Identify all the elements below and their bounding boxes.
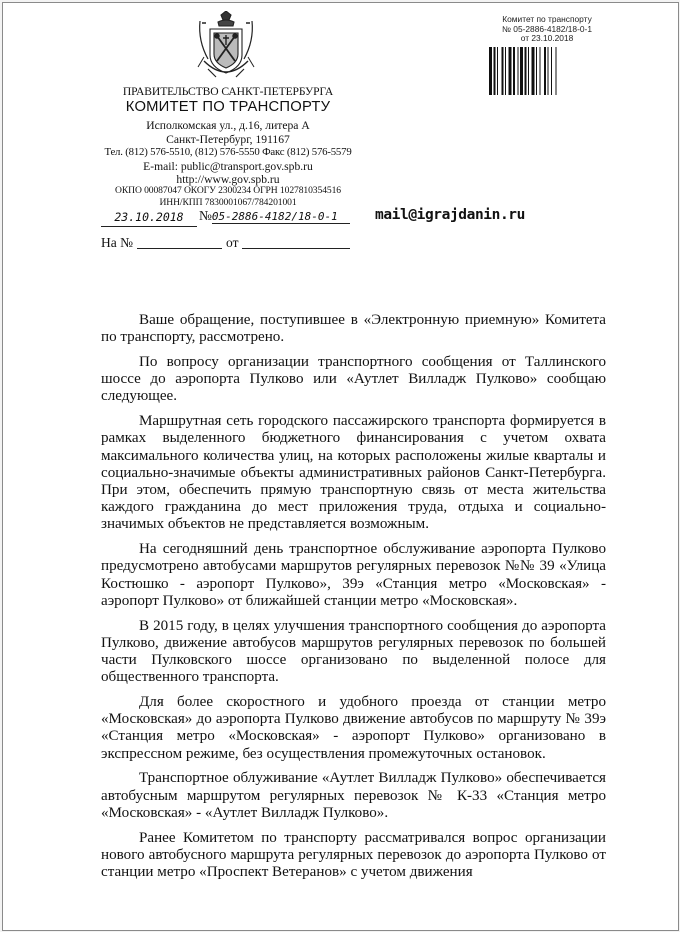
letter-page	[2, 2, 679, 931]
committee-name: КОМИТЕТ ПО ТРАНСПОРТУ	[125, 99, 331, 115]
website-url: http://www.gov.spb.ru	[176, 173, 280, 186]
reply-reference-line	[101, 235, 350, 251]
email-address: E-mail: public@transport.gov.spb.ru	[143, 159, 313, 173]
barcode-bar	[532, 47, 535, 95]
letter-body	[101, 312, 606, 889]
outgoing-number-field	[199, 208, 350, 224]
barcode-bar	[513, 47, 515, 95]
barcode-bar	[525, 47, 527, 95]
number-sign: №	[199, 208, 212, 223]
barcode-bar	[494, 47, 496, 95]
barcode-bar	[505, 47, 506, 95]
paragraph-8: Ранее Комитетом по транспорту рассматривался вопрос организации нового автобусного маршрута регулярных перевозок до аэропорта Пулково от станции метро «Проспект Ветеранов» с учетом движения	[101, 829, 606, 881]
paragraph-7: Транспортное облуживание «Аутлет Вилладж Пулково» обеспечивается автобусным маршрутом регулярных перевозок № К-33 «Станция метро «Московская» - «Аутлет Вилладж Пулково».	[101, 770, 606, 821]
barcode-bar	[551, 47, 552, 95]
barcode-image	[489, 47, 606, 95]
barcode-bar	[518, 47, 519, 95]
barcode-bar	[544, 47, 546, 95]
paragraph-2: По вопросу организации транспортного сообщения от Таллинского шоссе до аэропорта Пулково или «Аутлет Вилладж Пулково» сообщаю следующее.	[101, 354, 606, 405]
paragraph-5: В 2015 году, в целях улучшения транспортного сообщения до аэропорта Пулково, движение автобусов маршрутов регулярных перевозок по большей части Пулковского шоссе организовано по выделенной полосе для общественного транспорта.	[101, 617, 606, 686]
paragraph-3: Маршрутная сеть городского пассажирского транспорта формируется в рамках выделенного бюджетного финансирования с учетом охвата максимального количества улиц, на которых расположены жилые кварталы и социально-значимые объекты административных районов Санкт-Петербурга. При этом, обеспечить прямую транспортную связь от места жительства каждого гражданина до мест приложения труда, отдыха и социально-значимых объектов не представляется возможным.	[101, 413, 606, 533]
coat-of-arms-emblem	[196, 11, 256, 83]
barcode-bar	[536, 47, 537, 95]
paragraph-1: Ваше обращение, поступившее в «Электронную приемную» Комитета по транспорту, рассмотрено.	[101, 312, 606, 346]
phone-fax: Тел. (812) 576-5510, (812) 576-5550 Факс (812) 576-5579	[104, 146, 352, 158]
reply-from-label: от	[226, 235, 239, 250]
paragraph-4: На сегодняшний день транспортное обслуживание аэропорта Пулково предусмотрено автобусами маршрутов регулярных перевозок №№ 39 «Улица Костюшко - аэропорт Пулково», 39э «Станция метро «Московская» - аэропорт Пулково» от ближайшей станции метро «Московская».	[101, 541, 606, 609]
reply-date-blank	[242, 235, 350, 249]
recipient-address: mail@igrajdanin.ru	[375, 207, 525, 223]
reply-number-blank	[137, 235, 222, 249]
barcode-bar	[540, 47, 541, 95]
reply-number-label: На №	[101, 235, 133, 250]
stamp-number: № 05-2886-4182/18-0-1	[501, 23, 592, 34]
stamp-organization: Комитет по транспорту	[502, 14, 592, 24]
okpo-codes: ОКПО 00087047 ОКОГУ 2300234 ОГРН 1027810354516	[115, 185, 341, 196]
barcode-bar	[556, 47, 557, 95]
government-name: ПРАВИТЕЛЬСТВО САНКТ-ПЕТЕРБУРГА	[122, 85, 334, 98]
barcode-bar	[497, 47, 498, 95]
address-city: Санкт-Петербург, 191167	[166, 132, 290, 146]
barcode-bar	[489, 47, 492, 95]
registration-stamp	[492, 15, 602, 44]
address-block	[99, 119, 357, 187]
barcode-bar	[548, 47, 549, 95]
paragraph-6: Для более скоростного и удобного проезда от станции метро «Московская» до аэропорта Пулково движение автобусов по маршруту № 39э «Станция метро «Московская» - аэропорт Пулково» организовано в экспрессном режиме, без осуществления промежуточных остановок.	[101, 694, 606, 762]
registration-codes	[99, 185, 357, 208]
barcode-bar	[509, 47, 512, 95]
outgoing-number: 05-2886-4182/18-0-1	[212, 210, 350, 224]
barcode-bar	[520, 47, 523, 95]
address-street: Исполкомская ул., д.16, литера А	[146, 119, 310, 132]
inn-kpp: ИНН/КПП 7830001067/784201001	[159, 196, 297, 208]
stamp-date: от 23.10.2018	[520, 33, 574, 44]
barcode-bar	[528, 47, 529, 95]
barcode-bar	[502, 47, 504, 95]
outgoing-date: 23.10.2018	[101, 210, 197, 227]
